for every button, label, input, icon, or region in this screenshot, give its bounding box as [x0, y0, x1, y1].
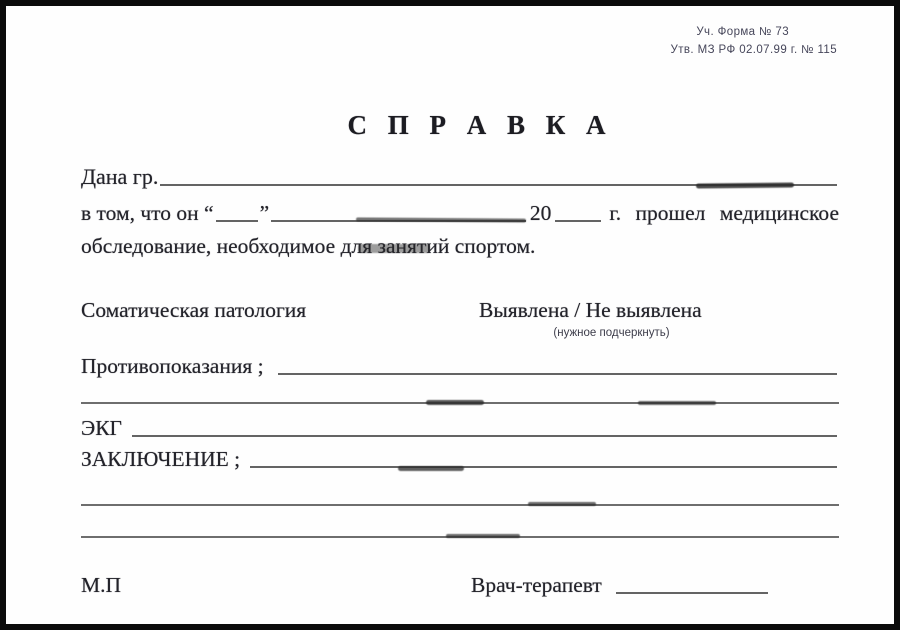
form-number: Уч. Форма № 73 — [696, 26, 789, 38]
somatic-label: Соматическая патология — [81, 298, 307, 322]
contraindications-row — [81, 353, 839, 379]
underline-needed-note: (нужное подчеркнуть) — [553, 327, 670, 339]
scan-smudge — [426, 400, 484, 405]
contraindications-label: Противопоказания ; — [81, 354, 264, 378]
somatic-row — [81, 297, 839, 323]
scan-smudge — [696, 182, 794, 188]
examination-row — [81, 233, 839, 259]
conclusion-label: ЗАКЛЮЧЕНИЕ ; — [81, 447, 241, 471]
scan-smudge — [446, 534, 520, 538]
scan-smudge — [638, 401, 716, 405]
examination-label: обследование, необходимое для занятий спортом. — [81, 234, 536, 258]
doctor-label: Врач-терапевт — [471, 573, 602, 597]
passed-medical-label: г. прошел медицинское — [609, 201, 839, 225]
scan-smudge — [358, 244, 430, 253]
day-blank-line — [216, 220, 258, 222]
form-approval: Утв. МЗ РФ 02.07.99 г. № 115 — [670, 44, 837, 56]
conclusion-blank-line — [250, 466, 837, 468]
doctor-row — [471, 572, 770, 598]
that-he-label: в том, что он “ — [81, 201, 214, 225]
ecg-blank-line — [132, 435, 837, 437]
ecg-row — [81, 415, 839, 441]
issued-to-label: Дана гр. — [81, 164, 159, 189]
scan-smudge — [398, 466, 464, 471]
somatic-choice: Выявлена / Не выявлена — [479, 298, 702, 322]
quote-close: ” — [259, 201, 270, 225]
year-prefix: 20 — [529, 201, 552, 225]
contraindications-blank-line — [278, 373, 837, 375]
ecg-label: ЭКГ — [81, 416, 122, 440]
blank-line — [81, 504, 839, 506]
scan-smudge — [528, 502, 596, 506]
year-blank-line — [555, 220, 601, 222]
stamp-label: М.П — [81, 573, 122, 597]
doctor-signature-line — [616, 592, 768, 594]
document-title: С П Р А В К А — [347, 110, 613, 140]
